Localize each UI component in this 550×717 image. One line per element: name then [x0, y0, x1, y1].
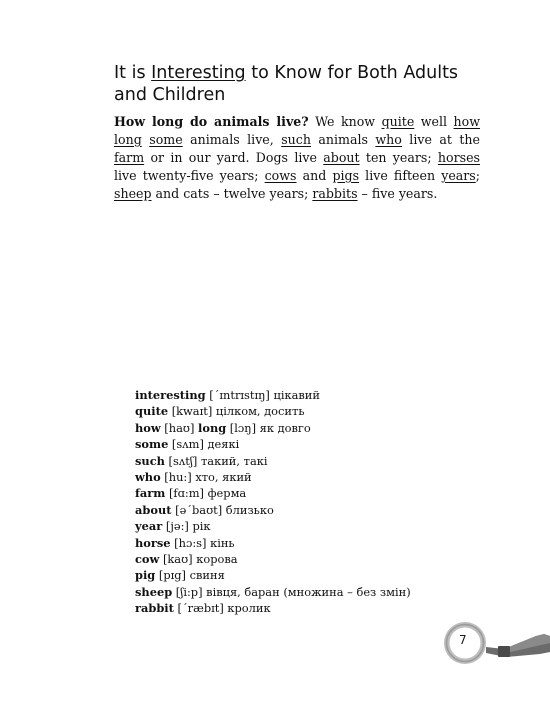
keyword-underlined: farm [114, 150, 145, 165]
vocab-word: interesting [135, 388, 206, 402]
vocabulary-item [135, 567, 455, 583]
keyword-underlined: such [281, 132, 311, 147]
vocabulary-item [135, 584, 455, 600]
paragraph-text: or in our yard. Dogs live [144, 150, 324, 165]
keyword-underlined: quite [381, 114, 415, 129]
vocabulary-item [135, 469, 455, 485]
keyword-underlined: cows [264, 168, 297, 183]
keyword-underlined: sheep [114, 186, 152, 201]
vocab-word: sheep [135, 584, 173, 599]
vocabulary-item [135, 518, 455, 534]
vocab-word: how [135, 420, 161, 435]
vocabulary-item [135, 502, 455, 518]
vocab-translation: [hɔ:s] кінь [170, 535, 235, 550]
vocabulary-item [135, 387, 455, 403]
vocab-translation: [fɑ:m] ферма [165, 486, 247, 501]
keyword-underlined: some [149, 132, 183, 147]
keyword-underlined: how [453, 114, 481, 129]
vocabulary-item [135, 420, 455, 436]
vocab-translation: [jə:] рік [162, 519, 211, 534]
paragraph-text: ; [475, 168, 481, 183]
vocab-word: year [135, 519, 163, 534]
paragraph-text: well [414, 114, 454, 129]
vocab-translation: [haʊ] [160, 420, 199, 435]
vocab-translation: [ʃi:p] вівця, баран (множина – без змін) [172, 584, 411, 599]
keyword-underlined: about [323, 150, 360, 165]
vocabulary-item [135, 551, 455, 567]
vocab-translation: [lɔŋ] як довго [226, 420, 311, 435]
vocab-translation: [əˊbaʊt] близько [171, 502, 274, 517]
keyword-underlined: years [441, 168, 476, 183]
vocab-word: about [135, 502, 172, 517]
paragraph-text: – five years. [357, 186, 438, 201]
vocab-word: who [135, 470, 161, 485]
vocab-word: long [198, 420, 227, 435]
vocab-translation: [sʌtʃ] такий, такі [164, 453, 268, 468]
vocabulary-item [135, 535, 455, 551]
vocabulary-item [135, 485, 455, 501]
keyword-underlined: long [114, 132, 142, 147]
vocabulary-item [135, 403, 455, 419]
vocabulary-item [135, 600, 455, 616]
vocab-word: rabbit [135, 601, 174, 616]
vocab-translation: [sʌm] деякі [168, 437, 240, 452]
paragraph-text: and cats – twelve years; [151, 186, 313, 201]
paragraph-text: live fifteen [359, 168, 442, 183]
vocab-word: horse [135, 535, 171, 550]
title-keyword: Interesting [151, 63, 246, 83]
vocab-translation: [ˊræbɪt] кролик [173, 601, 271, 616]
paragraph-text: We know [308, 114, 382, 129]
vocabulary-item [135, 436, 455, 452]
page-number-text: 7 [459, 633, 467, 647]
vocab-word: such [135, 453, 165, 468]
title-part-1: It is [114, 63, 152, 83]
vocab-word: pig [135, 568, 156, 583]
title-part-3: to Know for Both Adults and Children [114, 63, 459, 105]
vocab-word: some [135, 437, 169, 452]
paragraph-lead-question: How long do animals live? [114, 114, 309, 129]
paragraph-text: ten years; [359, 150, 438, 165]
vocab-translation: [kwaɪt] цілком, досить [168, 404, 305, 419]
page-title [114, 62, 494, 106]
vocab-word: cow [135, 552, 160, 567]
paragraph-text: live at the [401, 132, 480, 147]
vocab-word: quite [135, 404, 169, 419]
vocab-translation: [pɪg] свиня [155, 568, 225, 583]
paragraph-text: animals [310, 132, 376, 147]
reading-paragraph [114, 113, 480, 203]
vocab-translation: [ˊɪntrɪstɪŋ] цікавий [205, 388, 320, 402]
page-number [447, 625, 483, 661]
keyword-underlined: rabbits [312, 186, 358, 201]
paragraph-text: and [296, 168, 333, 183]
paragraph-text: live twenty-five years; [114, 168, 265, 183]
paragraph-text: animals live, [182, 132, 282, 147]
vocab-translation: [kaʊ] корова [159, 552, 238, 567]
vocabulary-list [135, 387, 455, 617]
vocab-translation: [hu:] хто, який [160, 470, 252, 485]
vocab-word: farm [135, 486, 166, 501]
keyword-underlined: who [375, 132, 402, 147]
keyword-underlined: horses [437, 150, 481, 165]
keyword-underlined: pigs [332, 168, 360, 183]
vocabulary-item [135, 453, 455, 469]
